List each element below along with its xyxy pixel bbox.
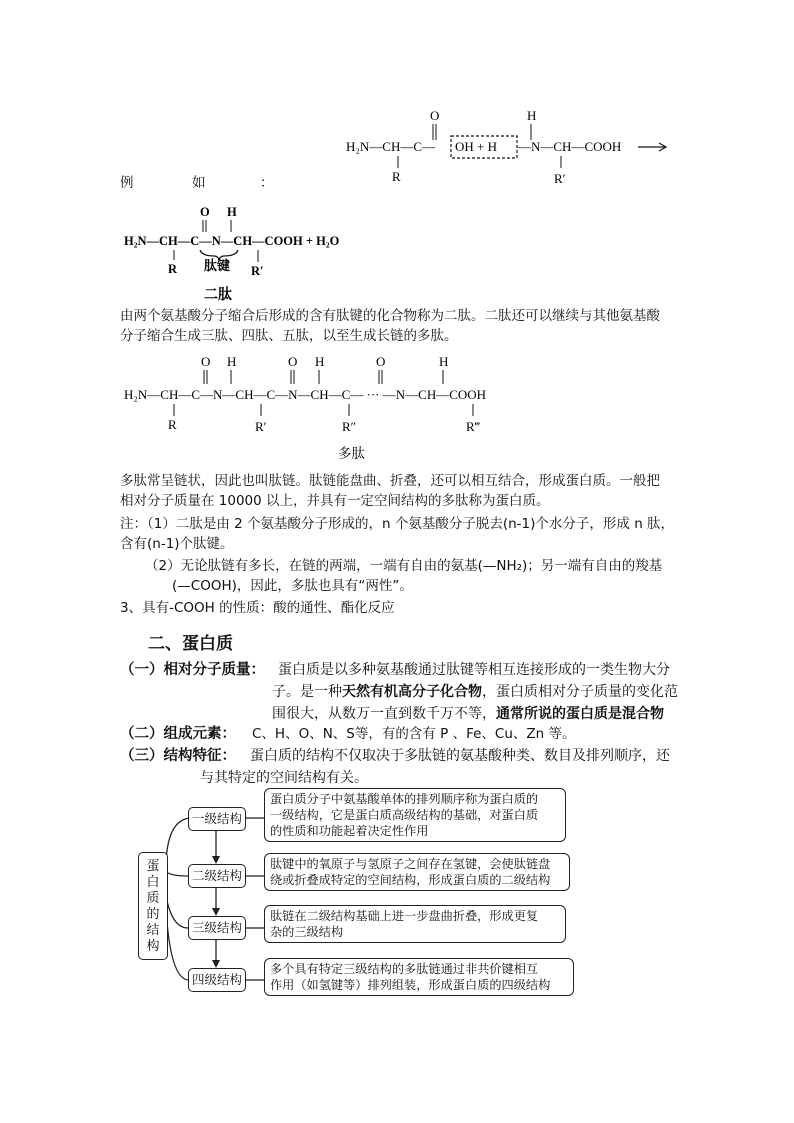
level-3-desc: 肽链在二级结构基础上进一步盘曲折叠，形成更复 杂的三级结构 xyxy=(264,905,566,943)
svg-text:R: R xyxy=(168,417,177,432)
para2-line2: 相对分子质量在 10000 以上，并具有一定空间结构的多肽称为蛋白质。 xyxy=(120,493,550,509)
note-3: 3、具有-COOH 的性质：酸的通性、酯化反应 xyxy=(120,600,395,616)
polypeptide-formula: H₂N—CH—C—N—CH—C—N—CH—C— ··· —N—CH—COOH xyxy=(124,387,487,402)
dipeptide-formula: H₂N—CH—C—N—CH—COOH + H₂O xyxy=(124,234,340,248)
para2-line1: 多肽常呈链状，因此也叫肽链。肽链能盘曲、折叠，还可以相互结合，形成蛋白质。一般把 xyxy=(120,473,660,489)
s1-text1: 蛋白质是以多种氨基酸通过肽键等相互连接形成的一类生物大分 xyxy=(278,662,670,678)
section-title: 二、蛋白质 xyxy=(148,634,233,654)
svg-text:R″: R″ xyxy=(342,419,357,434)
note-1-line2: 含有(n-1)个肽键。 xyxy=(120,536,234,552)
dipeptide-structure xyxy=(120,200,400,305)
svg-text:R′: R′ xyxy=(255,419,267,434)
level-1-label: 一级结构 xyxy=(188,807,246,831)
example-label-2: 如 xyxy=(192,175,206,191)
reaction-right: —N—CH—COOH xyxy=(518,139,622,154)
s2-label: （二）组成元素： xyxy=(120,726,236,742)
s3-text1: 蛋白质的结构不仅取决于多肽链的氨基酸种类、数目及排列顺序，还 xyxy=(250,748,670,764)
reaction-O: O xyxy=(430,108,440,123)
level-2-label: 二级结构 xyxy=(188,864,246,888)
polypeptide-caption: 多肽 xyxy=(338,446,365,462)
level-2-desc: 肽键中的氧原子与氢原子之间存在氢键，会使肽链盘 绕或折叠成特定的空间结构，形成蛋白质的二级结构 xyxy=(264,853,570,891)
dipeptide-H: H xyxy=(227,205,237,219)
svg-text:O: O xyxy=(376,354,386,369)
level-4-desc: 多个具有特定三级结构的多肽链通过非共价键相互 作用（如氢键等）排列组装，形成蛋白质的四级结构 xyxy=(264,958,574,996)
s1-text3b: 通常所说的蛋白质是混合物 xyxy=(496,706,664,722)
s1-text2b: 天然有机高分子化合物 xyxy=(342,684,482,700)
protein-structure-diagram xyxy=(130,786,575,1006)
dipeptide-R-prime: R′ xyxy=(251,264,264,278)
reaction-H: H xyxy=(527,108,537,123)
s1-text2a: 子。是一种 xyxy=(272,684,342,700)
svg-text:H: H xyxy=(315,354,325,369)
level-4-label: 四级结构 xyxy=(188,968,246,992)
s1-text2c: ，蛋白质相对分子质量的变化范 xyxy=(482,684,678,700)
s1-text3a: 围很大，从数万一直到数千万不等， xyxy=(272,706,496,722)
svg-text:R‴: R‴ xyxy=(466,419,481,434)
s3-label: （三）结构特征： xyxy=(120,748,236,764)
svg-text:H: H xyxy=(439,354,449,369)
polypeptide-structure xyxy=(120,352,560,464)
s2-text: C、H、O、N、S等，有的含有 P 、Fe、Cu、Zn 等。 xyxy=(252,726,576,742)
dipeptide-R: R xyxy=(168,262,178,276)
svg-text:O: O xyxy=(201,354,211,369)
para1-line1: 由两个氨基酸分子缩合后形成的含有肽键的化合物称为二肽。二肽还可以继续与其他氨基酸 xyxy=(120,308,660,324)
condensation-reaction xyxy=(340,104,680,186)
dipeptide-O: O xyxy=(200,205,210,219)
svg-text:H: H xyxy=(227,354,237,369)
s1-label: （一）相对分子质量： xyxy=(120,662,265,678)
svg-text:O: O xyxy=(288,354,298,369)
reaction-left: H₂N—CH—C— xyxy=(346,139,436,154)
reaction-R-prime: R′ xyxy=(554,171,566,186)
level-1-desc: 蛋白质分子中氨基酸单体的排列顺序称为蛋白质的 一级结构，它是蛋白质高级结构的基础，对蛋白质 的性质和功能起着决定性作用 xyxy=(264,788,566,842)
s3-text2: 与其特定的空间结构有关。 xyxy=(200,770,368,786)
note-2-line1: （2）无论肽链有多长，在链的两端，一端有自由的氨基(—NH₂)；另一端有自由的羧基 xyxy=(145,558,663,574)
para1-line2: 分子缩合生成三肽、四肽、五肽，以至生成长链的多肽。 xyxy=(120,328,458,344)
dipeptide-caption: 二肽 xyxy=(204,287,232,303)
level-3-label: 三级结构 xyxy=(188,916,246,940)
peptide-bond-label: 肽键 xyxy=(204,259,231,274)
note-2-line2: (—COOH)，因此，多肽也具有“两性”。 xyxy=(172,578,413,594)
reaction-box-text: OH + H xyxy=(455,139,497,154)
root-box: 蛋 白 质 的 结 构 xyxy=(138,852,168,960)
reaction-R: R xyxy=(392,169,401,184)
note-1-line1: 注：（1）二肽是由 2 个氨基酸分子形成的，n 个氨基酸分子脱去(n-1)个水分子，形成 n 肽， xyxy=(120,516,675,532)
example-label-3: ： xyxy=(260,175,274,191)
example-label-1: 例 xyxy=(120,175,134,191)
